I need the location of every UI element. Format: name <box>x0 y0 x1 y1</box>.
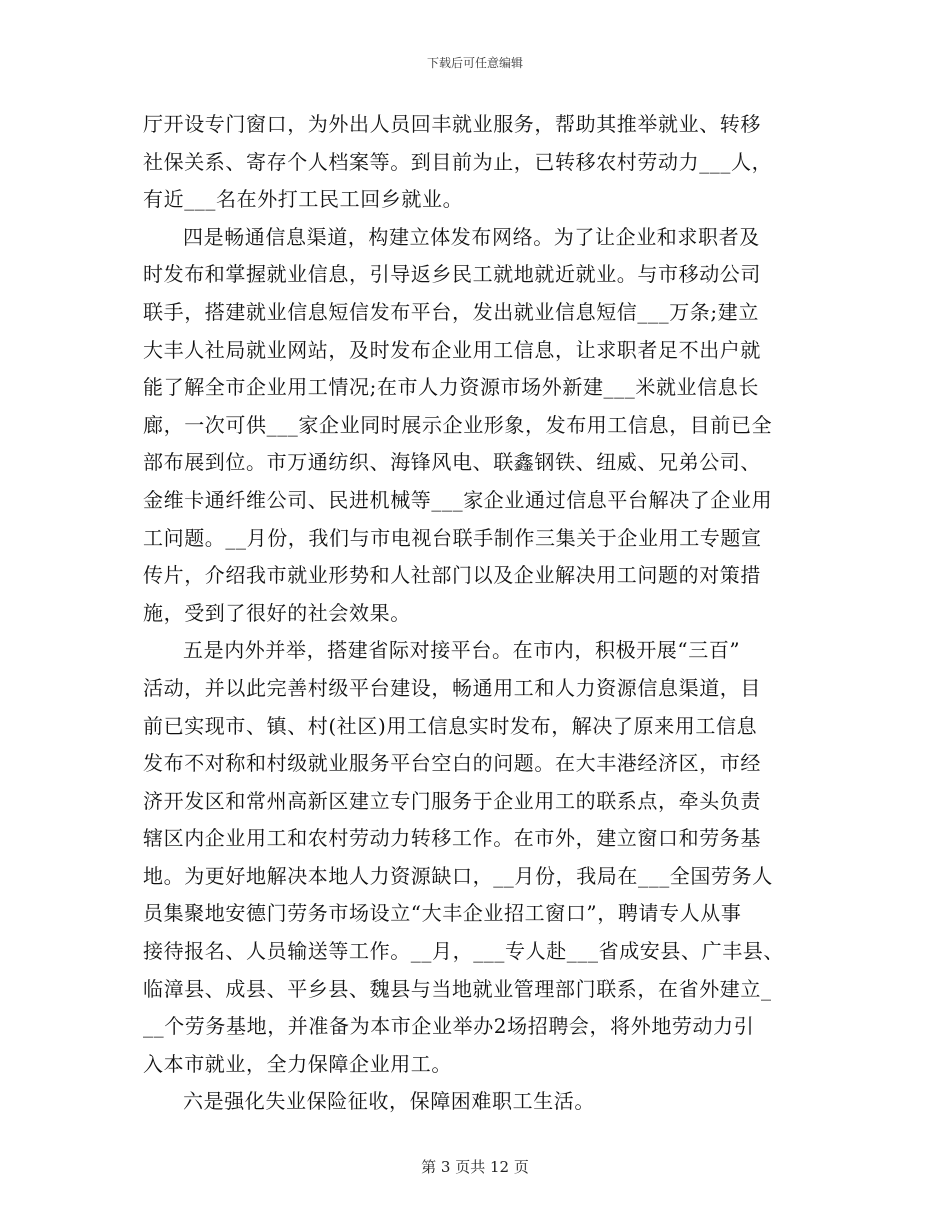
body-line: 传片，介绍我市就业形势和人社部门以及企业解决用工问题的对策措 <box>143 563 761 588</box>
page-number-footer: 第 3 页共 12 页 <box>421 1158 529 1176</box>
paragraph-start-line: 五是内外并举，搭建省际对接平台。在市内，积极开展“三百” <box>183 638 741 663</box>
body-line: 廊，一次可供___家企业同时展示企业形象，发布用工信息，目前已全 <box>143 412 773 437</box>
body-line: 活动，并以此完善村级平台建设，畅通用工和人力资源信息渠道，目 <box>143 675 761 700</box>
body-line: 施，受到了很好的社会效果。 <box>143 600 411 625</box>
body-line: 能了解全市企业用工情况;在市人力资源市场外新建___米就业信息长 <box>143 375 759 400</box>
page-header-note: 下载后可任意编辑 <box>426 56 523 70</box>
body-line: __个劳务基地，并准备为本市企业举办2场招聘会，将外地劳动力引 <box>143 1014 755 1039</box>
paragraph-start-line: 四是畅通信息渠道，构建立体发布网络。为了让企业和求职者及 <box>183 224 760 249</box>
body-line: 有近___名在外打工民工回乡就业。 <box>143 187 464 212</box>
body-line: 厅开设专门窗口，为外出人员回丰就业服务，帮助其推举就业、转移 <box>143 112 761 136</box>
paragraph-start-line: 六是强化失业保险征收，保障困难职工生活。 <box>183 1089 595 1114</box>
body-line: 社保关系、寄存个人档案等。到目前为止，已转移农村劳动力___人， <box>143 149 773 174</box>
body-line: 时发布和掌握就业信息，引导返乡民工就地就近就业。与市移动公司 <box>143 262 761 287</box>
body-line: 员集聚地安德门劳务市场设立“大丰企业招工窗口”，聘请专人从事 <box>143 901 742 926</box>
body-line: 部布展到位。市万通纺织、海锋风电、联鑫钢铁、纽威、兄弟公司、 <box>143 450 761 475</box>
body-line: 工问题。__月份，我们与市电视台联手制作三集关于企业用工专题宣 <box>143 525 762 550</box>
body-line: 大丰人社局就业网站，及时发布企业用工信息，让求职者足不出户就 <box>143 337 761 362</box>
body-line: 前已实现市、镇、村(社区)用工信息实时发布，解决了原来用工信息 <box>143 713 758 738</box>
body-line: 接待报名、人员输送等工作。__月，___专人赴___省成安县、广丰县、 <box>143 939 784 964</box>
body-line: 金维卡通纤维公司、民进机械等___家企业通过信息平台解决了企业用 <box>143 487 773 512</box>
body-line: 入本市就业，全力保障企业用工。 <box>143 1051 452 1076</box>
body-line: 临漳县、成县、平乡县、魏县与当地就业管理部门联系，在省外建立_ <box>143 976 772 1001</box>
body-line: 辖区内企业用工和农村劳动力转移工作。在市外，建立窗口和劳务基 <box>143 826 761 851</box>
body-line: 济开发区和常州高新区建立专门服务于企业用工的联系点，牵头负责 <box>143 788 761 813</box>
body-line: 联手，搭建就业信息短信发布平台，发出就业信息短信___万条;建立 <box>143 299 759 324</box>
body-line: 地。为更好地解决本地人力资源缺口，__月份，我局在___全国劳务人 <box>143 863 773 888</box>
body-line: 发布不对称和村级就业服务平台空白的问题。在大丰港经济区，市经 <box>143 751 761 776</box>
document-body <box>143 106 809 1121</box>
